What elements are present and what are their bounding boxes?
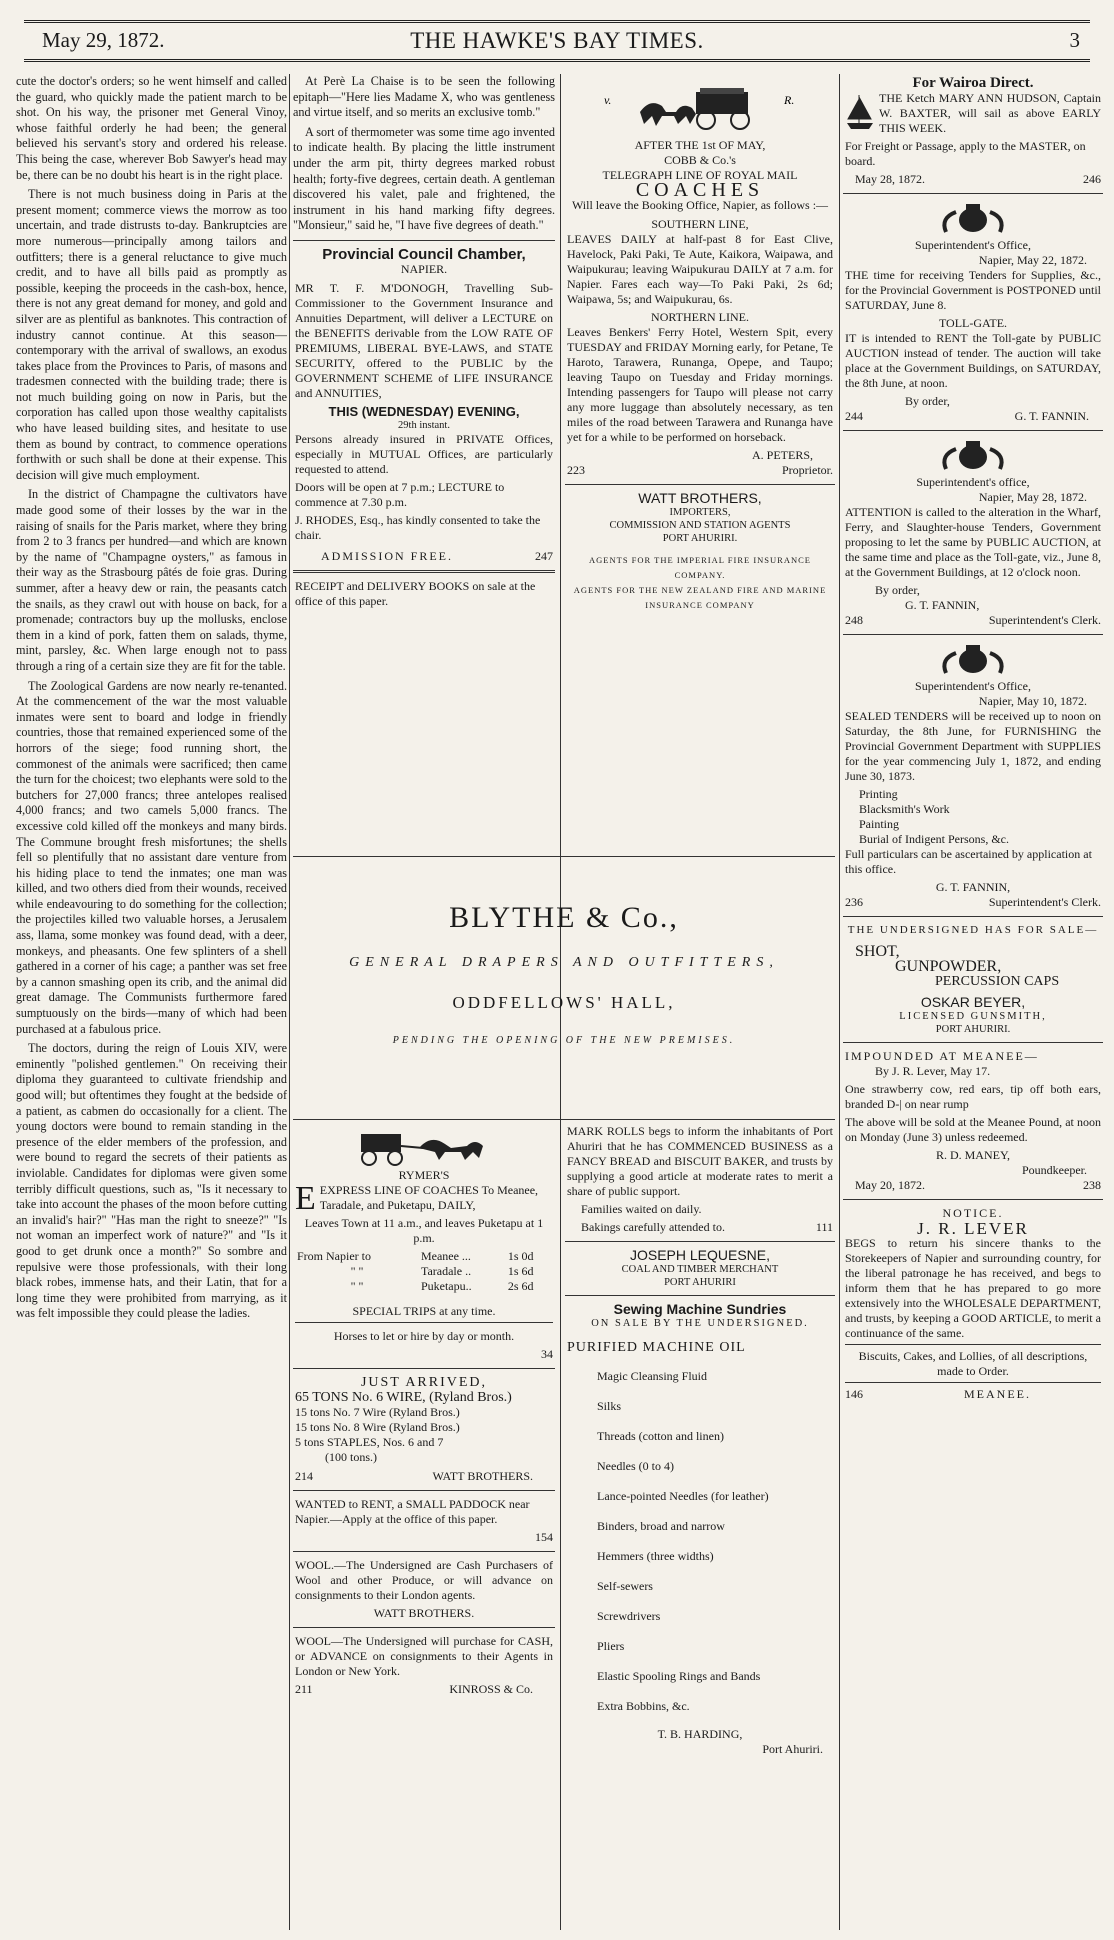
article-paragraph: In the district of Champagne the cultivators have made good some of their losses by the war in the raising of snails for the Paris market, where they bring from 2 to 3 francs per hundred—and which are known by the name of "Champagne oysters," as famous in their way as the Strasbourg pâtés de foie gras. During summer, after a heavy dew or rain, the peasants catch the snails, as they crawl out with house on back, for a promenade; contractors buy up the mollusks, enclose them in a kind of pork, fatten them on salads, thyme, mint, parsley, &c. When large enough not to pass through a ring of a certain size they are fit for the table. bbox=[16, 487, 287, 673]
sewing-item: Self-sewers bbox=[597, 1579, 653, 1593]
sewing-sale: ON SALE BY THE UNDERSIGNED. bbox=[591, 1318, 809, 1329]
lequesne-ad bbox=[565, 1242, 835, 1296]
watt-imp: IMPORTERS, bbox=[669, 507, 731, 518]
shot-line-1: SHOT, bbox=[855, 943, 900, 960]
wairoa-body: THE Ketch MARY ANN HUDSON, Captain W. BAXTER, will sail as above EARLY THIS WEEK. bbox=[879, 91, 1101, 135]
cobb-coaches-ad bbox=[565, 74, 835, 485]
ad-number: 236 bbox=[845, 895, 863, 909]
column-4 bbox=[843, 74, 1103, 1930]
article-paragraph: There is not much business doing in Paris at the present moment; commerce views the morrow as too uncertain, and trade distrusts to-day. Bankruptcies are more numerous—principally among tailors and outfitters; there is a general reluctance to give much credit, and to have all bills paid as promptly as possible, keeping the proceeds in the cash-box, hence, there is not any great demand for money, and gold and silver are as plentiful as banknotes. This contraction of industry cannot continue. At this season—contemporary with the arrival of swallows, an exodus takes place from the Provinces to Paris, of masons and tradesmen connected with the building trade; there is not much building going on now in Paris, but the corporation has called upon those wealthy capitalists who have leased building sites, and hesitate to use them as bound by contract, to commence operations forthwith or such shall be done at their expense. This decision will give much employment. bbox=[16, 187, 287, 482]
ad-number: 238 bbox=[1083, 1178, 1101, 1192]
council-body: MR T. F. M'DONOGH, Travelling Sub-Commissioner to the Government Insurance and Annuities Department, will deliver a LECTURE on the BENEFITS derivable from the LOW RATE OF PREMIUMS, LIBERAL BYE-LAWS, and STATE SECURITY, offered to the PUBLIC by the GOVERNMENT SCHEME of LIFE INSURANCE and ANNUITIES, bbox=[295, 280, 553, 400]
southern-body: LEAVES DAILY at half-past 8 for East Clive, Havelock, Paki Paki, Te Aute, Kaikora, Waipawa, and Waipukurau; leaving Waipukurau DAILY at 7 a.m. for Napier. Fares each way—To Paki Paki, 2s 6d; Waipawa, 5s; and Waipukurau, 6s. bbox=[567, 232, 833, 306]
sealed-sign: G. T. FANNIN, bbox=[935, 880, 1011, 894]
watt-agents-2: AGENTS FOR THE NEW ZEALAND FIRE AND MARINE INSURANCE COMPANY bbox=[573, 585, 827, 610]
fare-from: From Napier to bbox=[297, 1249, 371, 1263]
wool2-body: WOOL—The Undersigned will purchase for CASH, or ADVANCE on consignments to their Agents in London or New York. bbox=[295, 1634, 553, 1678]
fare-to: Taradale .. bbox=[420, 1264, 472, 1278]
blythe-advert bbox=[293, 856, 835, 1120]
gunsmith-ad bbox=[843, 917, 1103, 1043]
wairoa-head: For Wairoa Direct. bbox=[912, 75, 1034, 91]
council-chair: J. RHODES, Esq., has kindly consented to take the chair. bbox=[295, 512, 541, 542]
ad-number: 248 bbox=[845, 613, 863, 627]
northern-body: Leaves Benkers' Ferry Hotel, Western Spit, every TUESDAY and FRIDAY Morning early, for Petane, Te Haroto, Tarawera, Runanga, Opepe, and Taupo; leaving Taupo on Tuesday and Friday mornings. Intending passengers for Taupo will please not carry any more luggage than absolutely necessary, as ten miles of the road between Tarawera and Runanga have yet for a while to be performed on horseback. bbox=[567, 325, 833, 444]
ad-number: 111 bbox=[815, 1220, 833, 1234]
impound-role: Poundkeeper. bbox=[1022, 1163, 1087, 1177]
wharf-sign: G. T. FANNIN, bbox=[905, 598, 980, 612]
sewing-item: Lance-pointed Needles (for leather) bbox=[597, 1489, 769, 1503]
watt-brothers-ad bbox=[565, 485, 835, 619]
ad-number: 247 bbox=[535, 548, 553, 563]
office: Superintendent's Office, bbox=[915, 238, 1031, 252]
ship-icon bbox=[845, 93, 875, 133]
arrived-line-2: 15 tons No. 7 Wire (Ryland Bros.) bbox=[295, 1405, 460, 1419]
watt-comm: COMMISSION AND STATION AGENTS bbox=[609, 520, 791, 531]
coaches-role: Proprietor. bbox=[782, 463, 833, 477]
column-2-lower bbox=[293, 1118, 555, 1930]
rymer-coaches-ad bbox=[293, 1118, 555, 1369]
gunsmith-trade: LICENSED GUNSMITH, bbox=[899, 1011, 1047, 1022]
masthead bbox=[24, 20, 1090, 62]
watt-agents-1: AGENTS FOR THE IMPERIAL FIRE INSURANCE COMPANY. bbox=[589, 555, 811, 580]
coat-of-arms-icon bbox=[938, 202, 1008, 236]
column-3-upper bbox=[565, 74, 835, 856]
arrived-line-5: (100 tons.) bbox=[325, 1450, 377, 1464]
blythe-hall: ODDFELLOWS' HALL, bbox=[452, 993, 676, 1012]
wool1-sign: WATT BROTHERS. bbox=[373, 1606, 475, 1620]
sewing-items bbox=[567, 1361, 833, 1721]
tenders-postponed-ad bbox=[843, 194, 1103, 431]
masthead-title: THE HAWKE'S BAY TIMES. bbox=[410, 28, 704, 53]
by-order: By order, bbox=[905, 394, 950, 408]
sewing-item: Binders, broad and narrow bbox=[597, 1519, 725, 1533]
coaches-leave: Will leave the Booking Office, Napier, as follows :— bbox=[571, 198, 829, 212]
article-paragraph: At Perè La Chaise is to be seen the following epitaph—"Here lies Madame X, who was gentleness and virtue itself, and so merits an exclusive tomb." bbox=[293, 74, 555, 120]
fare-to: Meanee ... bbox=[420, 1249, 471, 1263]
just-arrived-ad bbox=[293, 1369, 555, 1491]
office: Superintendent's Office, bbox=[915, 679, 1031, 693]
receipt-body: RECEIPT and DELIVERY BOOKS on sale at the office of this paper. bbox=[295, 578, 536, 608]
fare-price: 1s 6d bbox=[507, 1264, 534, 1278]
wharf-role: Superintendent's Clerk. bbox=[988, 613, 1101, 627]
watt-name: WATT BROTHERS, bbox=[638, 490, 762, 506]
by-order: By order, bbox=[875, 583, 920, 597]
council-body2: Persons already insured in PRIVATE Offices, especially in MUTUAL Offices, are particularly requested to attend. bbox=[295, 431, 553, 476]
fare-price: 1s 0d bbox=[507, 1249, 534, 1263]
rolls-body: MARK ROLLS begs to inform the inhabitants of Port Ahuriri that he has COMMENCED BUSINESS as a FANCY BREAD and BISCUIT BAKER, and trusts by supplying a good article at moderate rates to merit a share of public support. bbox=[567, 1124, 833, 1198]
ad-number: 34 bbox=[541, 1347, 553, 1361]
sewing-item: Silks bbox=[597, 1399, 622, 1413]
watt-place: PORT AHURIRI. bbox=[662, 533, 738, 544]
lequesne-place: PORT AHURIRI bbox=[664, 1277, 736, 1288]
arrived-line-1: 65 TONS No. 6 WIRE, (Ryland Bros.) bbox=[295, 1390, 512, 1405]
sewing-item: Hemmers (three widths) bbox=[597, 1549, 714, 1563]
coat-of-arms-icon bbox=[938, 643, 1008, 677]
council-when: THIS (WEDNESDAY) EVENING, bbox=[328, 403, 520, 419]
sewing-item: Needles (0 to 4) bbox=[597, 1459, 674, 1473]
council-head: Provincial Council Chamber, bbox=[322, 245, 526, 263]
rymer-name: RYMER'S bbox=[398, 1168, 450, 1182]
lequesne-trade: COAL AND TIMBER MERCHANT bbox=[621, 1264, 779, 1275]
tenders-body: THE time for receiving Tenders for Supplies, &c., for the Provincial Government is POSTPONED until SATURDAY, June 8. bbox=[845, 268, 1101, 312]
impound-by: By J. R. Lever, May 17. bbox=[875, 1064, 991, 1078]
arrived-line-3: 15 tons No. 8 Wire (Ryland Bros.) bbox=[295, 1420, 460, 1434]
ad-number: 211 bbox=[295, 1682, 313, 1696]
impound-body: One strawberry cow, red ears, tip off both ears, branded D-| on near rump bbox=[845, 1082, 1101, 1111]
fare-row bbox=[295, 1264, 553, 1279]
council-lecture-ad bbox=[293, 240, 555, 573]
column-rule bbox=[839, 74, 840, 1930]
council-admission: ADMISSION FREE. bbox=[321, 548, 454, 563]
sewing-item: Screwdrivers bbox=[597, 1609, 661, 1623]
coach-illustration bbox=[349, 1126, 499, 1166]
paddock-ad bbox=[293, 1491, 555, 1552]
gunsmith-place: PORT AHURIRI. bbox=[935, 1024, 1011, 1035]
office: Superintendent's office, bbox=[916, 475, 1030, 489]
sewing-item: Extra Bobbins, &c. bbox=[597, 1699, 690, 1713]
wairoa-ad bbox=[843, 74, 1103, 194]
wool2-sign: KINROSS & Co. bbox=[449, 1682, 533, 1696]
northern-line: NORTHERN LINE. bbox=[651, 310, 749, 324]
lever-notice-ad bbox=[843, 1200, 1103, 1408]
paddock-body: WANTED to RENT, a SMALL PADDOCK near Napier.—Apply at the office of this paper. bbox=[295, 1497, 530, 1526]
notice-biscuits: Biscuits, Cakes, and Lollies, of all descriptions, made to Order. bbox=[845, 1344, 1101, 1379]
fare-to: Puketapu.. bbox=[420, 1279, 472, 1293]
rymer-leaves: Leaves Town at 11 a.m., and leaves Puketapu at 1 p.m. bbox=[304, 1216, 544, 1245]
sealed-body: SEALED TENDERS will be received up to noon on Saturday, the 8th June, for FURNISHING the Provincial Government Department with SUPPLIES for the year commencing July 1, 1872, and ending June 30, 1873. bbox=[845, 709, 1101, 783]
blythe-pending: PENDING THE OPENING OF THE NEW PREMISES. bbox=[392, 1035, 736, 1046]
notice-name: J. R. LEVER bbox=[917, 1219, 1029, 1238]
ad-number: 214 bbox=[295, 1469, 313, 1483]
column-3-lower bbox=[565, 1118, 835, 1930]
blythe-sub: GENERAL DRAPERS AND OUTFITTERS, bbox=[349, 955, 779, 970]
shot-line-3: PERCUSSION CAPS bbox=[935, 974, 1060, 989]
coaches-telegraph: TELEGRAPH LINE OF ROYAL MAIL bbox=[602, 168, 798, 182]
coaches-sign: A. PETERS, bbox=[751, 448, 813, 462]
rymer-body-text: EXPRESS LINE OF COACHES To Meanee, Taradale, and Puketapu, DAILY, bbox=[319, 1183, 539, 1212]
wharf-body: ATTENTION is called to the alteration in the Wharf, Ferry, and Slaughter-house Tenders, Government proposing to let the same by PUBLIC AUCTION, at the same time and place as the Toll-gate, viz., June 8, at the Government Buildings, at 12 o'clock noon. bbox=[845, 505, 1101, 579]
fare-row bbox=[295, 1279, 553, 1294]
office-date: Napier, May 28, 1872. bbox=[978, 490, 1087, 504]
arrived-head: JUST ARRIVED, bbox=[360, 1375, 488, 1390]
column-rule bbox=[289, 74, 290, 1930]
stagecoach-illustration bbox=[600, 82, 800, 136]
blythe-name: BLYTHE & Co., bbox=[449, 901, 679, 934]
sealed-item: Burial of Indigent Persons, &c. bbox=[859, 832, 1009, 846]
wool-watt-ad bbox=[293, 1552, 555, 1628]
sealed-item: Blacksmith's Work bbox=[859, 802, 950, 816]
ad-number: 146 bbox=[845, 1387, 863, 1401]
arrived-line-4: 5 tons STAPLES, Nos. 6 and 7 bbox=[295, 1435, 444, 1449]
wool1-body: WOOL.—The Undersigned are Cash Purchasers of Wool and other Produce, or will advance on consignments to their London agents. bbox=[295, 1558, 553, 1602]
arrived-sign: WATT BROTHERS. bbox=[432, 1469, 533, 1483]
toll-head: TOLL-GATE. bbox=[938, 316, 1008, 330]
rolls-families: Families waited on daily. bbox=[581, 1202, 702, 1216]
impounded-ad bbox=[843, 1043, 1103, 1200]
gunsmith-name: OSKAR BEYER, bbox=[920, 994, 1026, 1010]
coaches-cobb: COBB & Co.'s bbox=[664, 153, 736, 167]
office-date: Napier, May 10, 1872. bbox=[978, 694, 1087, 708]
column-1-article bbox=[16, 74, 287, 1930]
sewing-oil: PURIFIED MACHINE OIL bbox=[567, 1340, 746, 1355]
fare-from: " " bbox=[350, 1264, 364, 1278]
svg-text:v.: v. bbox=[604, 93, 612, 107]
fare-from: " " bbox=[350, 1279, 364, 1293]
rolls-bakings: Bakings carefully attended to. bbox=[581, 1220, 725, 1234]
article-paragraph: The doctors, during the reign of Louis XIV, were eminently "polished gentlemen." On receiving their diploma they guaranteed to cultivate friendship and good will; but oftentimes they fought at the bedside of a patient, as cabmen do occasionally for a client. The young doctors were bound to remain standing in the presence of the elder members of the profession, and were bound to regard the secrets of their patients as inviolable. Candidates for diplomas were given some terribly difficult questions, such as, "Is it necessary to take into account the phases of the moon before cutting an invalid's hair?" "Has man the right to sneeze?" "Is not woman an imperfect work of nature?" and "Is it good to get drunk once a month?" So sombre and repulsive were those professionals, with their long black robes, immense hats, and their Latin, that for a long time they were prohibited from marrying, as it was felt impossible they could please the ladies. bbox=[16, 1041, 287, 1321]
impound-head: IMPOUNDED AT MEANEE— bbox=[845, 1049, 1039, 1063]
notice-head: NOTICE. bbox=[942, 1206, 1004, 1220]
council-date: 29th instant. bbox=[398, 419, 450, 431]
article-paragraph: cute the doctor's orders; so he went himself and called the guard, who quickly made the patient march to be shot. On his way, the prisoner met General Vinoy, whose faithful orderly he had been; the general believed his servant's story and ordered his release. This being the case, wherever Bob Sawyer's head may be, there can be no doubt his heart is in the right place. bbox=[16, 74, 287, 182]
sewing-head: Sewing Machine Sundries bbox=[613, 1301, 787, 1317]
ad-number: 223 bbox=[567, 463, 585, 477]
sealed-tenders-ad bbox=[843, 635, 1103, 917]
southern-line: SOUTHERN LINE, bbox=[651, 217, 749, 231]
sealed-role: Superintendent's Clerk. bbox=[988, 895, 1101, 909]
page-number: 3 bbox=[1069, 28, 1080, 52]
shot-line-2: GUNPOWDER, bbox=[895, 958, 1002, 975]
office-date: Napier, May 22, 1872. bbox=[978, 253, 1087, 267]
fare-row bbox=[295, 1249, 553, 1264]
coaches-title: COACHES bbox=[635, 179, 765, 201]
sewing-item: Elastic Spooling Rings and Bands bbox=[597, 1669, 761, 1683]
toll-body: IT is intended to RENT the Toll-gate by PUBLIC AUCTION instead of tender. The auction will take place at the Government Buildings, on SATURDAY, the 8th June, at noon. bbox=[845, 331, 1101, 390]
ad-number: 244 bbox=[845, 409, 863, 423]
sealed-full: Full particulars can be ascertained by application at this office. bbox=[845, 847, 1092, 876]
article-paragraph: The Zoological Gardens are now nearly re-tenanted. At the commencement of the war the most valuable inmates were sent to board and lodge in friendly countries, those that remained experienced some of the horrors of the siege; food running short, the commonest of the animals were sacrificed; then came the turn for the choicest; two elephants were sold to the butchers for 27,000 francs; three antelopes realised 4,000 francs; and two camels 5,000 francs. The excessive cold killed off the monkeys and many birds. The Commune brought fresh misfortunes; the shells fell so plentifully that no assistant dare venture from his hiding place to tend the inmates; one man was killed, and two others died from their wounds, received while endeavouring to do something for the collection; the projectiles killed two valuable horses, a Jerusalem ass, llama, some monkey was found dead, with a deer, monkeys, and pheasants. One few splinters of a shell gathered in a corner of his cage; a panther was set free by a cannon smashing open its crib, and the animal did great damage. The Communists furthermore fared sumptuously on the birds—many of which had been purchased at a fabulous price. bbox=[16, 678, 287, 1036]
ad-number: 154 bbox=[535, 1530, 553, 1544]
ad-number: 246 bbox=[1083, 172, 1101, 186]
sewing-item: Pliers bbox=[597, 1639, 625, 1653]
svg-text:R.: R. bbox=[784, 93, 795, 107]
council-doors: Doors will be open at 7 p.m.; LECTURE to commence at 7.30 p.m. bbox=[295, 479, 505, 509]
shot-head: THE UNDERSIGNED HAS FOR SALE— bbox=[847, 924, 1099, 936]
sealed-items bbox=[845, 787, 1101, 847]
coaches-after: AFTER THE 1st OF MAY, bbox=[634, 138, 766, 152]
tenders-sign: G. T. FANNIN. bbox=[1014, 409, 1089, 423]
column-2-upper bbox=[293, 74, 555, 856]
mark-rolls-ad bbox=[565, 1118, 835, 1242]
fare-price: 2s 6d bbox=[507, 1279, 534, 1293]
sealed-item: Printing bbox=[859, 787, 898, 801]
rymer-fares bbox=[295, 1249, 553, 1294]
impound-date: May 20, 1872. bbox=[855, 1178, 925, 1192]
sealed-item: Painting bbox=[859, 817, 900, 831]
wool-kinross-ad bbox=[293, 1628, 555, 1703]
wharf-tenders-ad bbox=[843, 431, 1103, 635]
rymer-horses: Horses to let or hire by day or month. bbox=[295, 1322, 553, 1344]
sewing-item: Magic Cleansing Fluid bbox=[597, 1369, 707, 1383]
wairoa-freight: For Freight or Passage, apply to the MASTER, on board. bbox=[845, 139, 1086, 168]
lequesne-name: JOSEPH LEQUESNE, bbox=[629, 1247, 771, 1263]
council-place: NAPIER. bbox=[400, 261, 448, 276]
coat-of-arms-icon bbox=[938, 439, 1008, 473]
sewing-place: Port Ahuriri. bbox=[762, 1742, 823, 1756]
impound-body2: The above will be sold at the Meanee Pound, at noon on Monday (June 3) unless redeemed. bbox=[845, 1115, 1101, 1144]
receipt-books-ad bbox=[293, 573, 555, 618]
impound-sign: R. D. MANEY, bbox=[935, 1148, 1011, 1162]
notice-body: BEGS to return his sincere thanks to the Storekeepers of Napier and surrounding country, for the liberal patronage he has received, and begs to inform them that he has prepared to go more extensively into the WHOLESALE DEPARTMENT, and trusts, by keeping a GOOD ARTICLE, to merit a continuance of the same. bbox=[845, 1236, 1101, 1340]
wairoa-date: May 28, 1872. bbox=[855, 172, 925, 186]
sewing-sundries-ad bbox=[565, 1296, 835, 1763]
article-paragraph: A sort of thermometer was some time ago invented to indicate health. By placing the little instrument under the arm pit, thirty degrees marked robust health; forty-five degrees, certain death. A gentleman discovered his valet, pale and frightened, the instrument in his hand marking fifty degrees. "Monsieur," said he, "I have five degrees of death." bbox=[293, 124, 555, 233]
notice-place: MEANEE. bbox=[964, 1387, 1031, 1401]
masthead-date: May 29, 1872. bbox=[42, 28, 165, 52]
rymer-body: EEXPRESS LINE OF COACHES To Meanee, Taradale, and Puketapu, DAILY, bbox=[295, 1180, 539, 1217]
rymer-special: SPECIAL TRIPS at any time. bbox=[352, 1304, 496, 1318]
sewing-sign: T. B. HARDING, bbox=[657, 1727, 743, 1741]
sewing-item: Threads (cotton and linen) bbox=[597, 1429, 724, 1443]
